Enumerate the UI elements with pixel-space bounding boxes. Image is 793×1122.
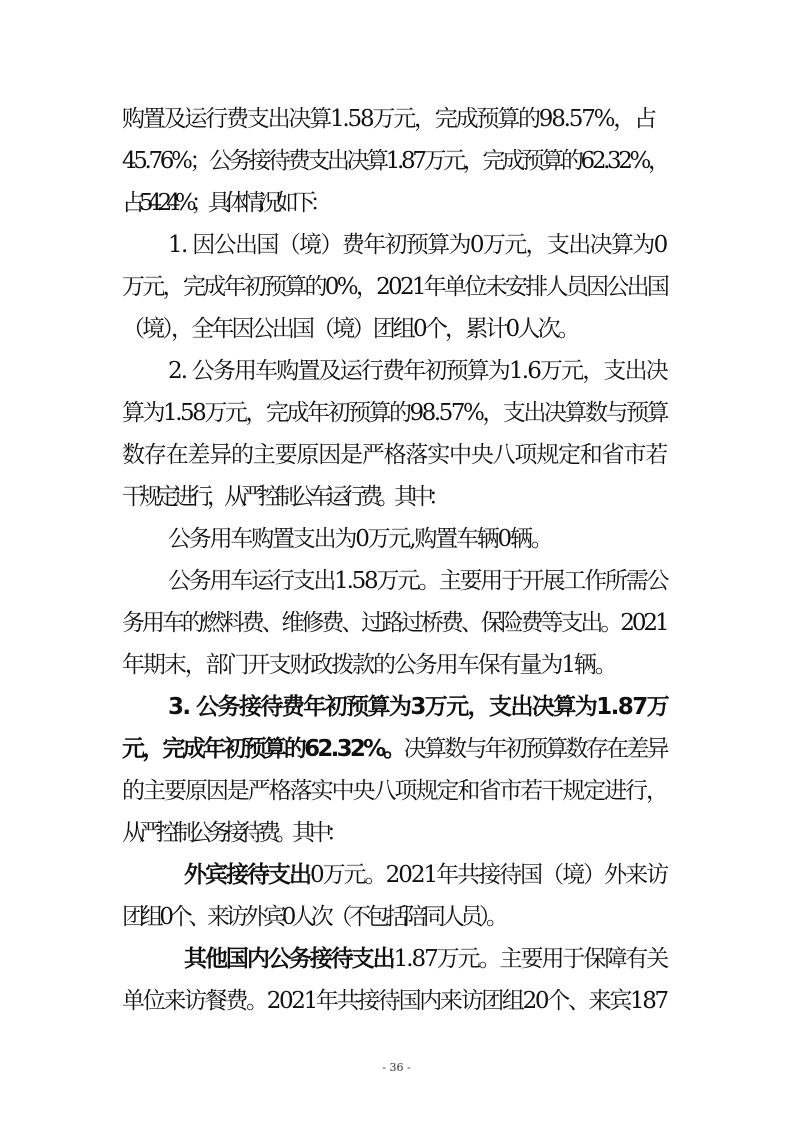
bold-text-segment: 外宾接待支出 xyxy=(184,862,310,888)
bold-text-segment: 3. 公务接待费年初预算为3万元，支出决算为1.87万 xyxy=(168,694,669,720)
text-line xyxy=(0,608,671,638)
text-line xyxy=(0,188,671,218)
text-line xyxy=(0,356,667,386)
text-segment: 2. 公务用车购置及运行费年初预算为1.6万元，支出决 xyxy=(168,358,667,384)
text-segment: 决算数与年初预算数存在差异 xyxy=(403,736,667,762)
text-line xyxy=(0,566,668,596)
text-line xyxy=(0,146,671,176)
text-segment: 公务用车运行支出1.58万元。主要用于开展工作所需公 xyxy=(168,568,668,594)
text-line xyxy=(0,524,625,554)
text-segment: 数存在差异的主要原因是严格落实中央八项规定和省市若 xyxy=(122,442,668,468)
text-line xyxy=(0,398,671,428)
text-segment: 务用车的燃料费、维修费、过路过桥费、保险费等支出。2021 xyxy=(122,610,667,636)
text-line xyxy=(0,482,671,512)
text-segment: 0万元。2021年共接待国（境）外来访 xyxy=(310,862,668,888)
text-line xyxy=(0,986,671,1016)
text-line xyxy=(0,650,671,680)
text-line xyxy=(0,272,671,302)
text-segment: 万元，完成年初预算的0%，2021年单位未安排人员因公出国 xyxy=(122,274,668,300)
text-segment: 团组0个、来访外宾0人次（不包括陪同人员）。 xyxy=(122,904,505,930)
text-line xyxy=(0,104,671,134)
text-segment: 干规定进行，从严控制公车运行费。其中： xyxy=(122,484,445,510)
text-segment: （境），全年因公出国（境）团组0个，累计0人次。 xyxy=(122,316,578,342)
text-segment: 1. 因公出国（境）费年初预算为0万元，支出决算为0 xyxy=(168,232,667,258)
text-line xyxy=(0,944,668,974)
bold-text-segment: 元，完成年初预算的62.32%。 xyxy=(122,736,404,762)
text-line xyxy=(0,860,668,890)
text-segment: 年期末，部门开支财政拨款的公务用车保有量为1辆。 xyxy=(122,652,616,678)
text-segment: 占54.24%；具体情况如下： xyxy=(122,190,327,216)
text-line xyxy=(0,818,671,848)
text-segment: 从严控制公务接待费。其中： xyxy=(122,820,343,846)
text-line xyxy=(0,776,671,806)
page-number: - 36 - xyxy=(382,1061,411,1074)
text-segment: 公务用车购置支出为0万元,购置车辆0辆。 xyxy=(168,526,552,552)
text-segment: 算为1.58万元，完成年初预算的98.57%，支出决算数与预算 xyxy=(122,400,668,426)
text-line xyxy=(0,902,671,932)
text-line xyxy=(0,230,667,260)
text-segment: 45.76%；公务接待费支出决算1.87万元，完成预算的62.32%， xyxy=(122,148,668,174)
text-line xyxy=(0,440,671,470)
text-line xyxy=(0,734,671,764)
text-line xyxy=(0,314,671,344)
text-segment: 的主要原因是严格落实中央八项规定和省市若干规定进行， xyxy=(122,778,667,804)
text-segment: 单位来访餐费。2021年共接待国内来访团组20个、来宾187 xyxy=(122,988,667,1014)
bold-text-segment: 其他国内公务接待支出 xyxy=(184,946,394,972)
text-segment: 购置及运行费支出决算1.58万元，完成预算的98.57%，占 xyxy=(122,106,655,132)
text-segment: 1.87万元。主要用于保障有关 xyxy=(393,946,668,972)
text-line xyxy=(0,692,669,722)
